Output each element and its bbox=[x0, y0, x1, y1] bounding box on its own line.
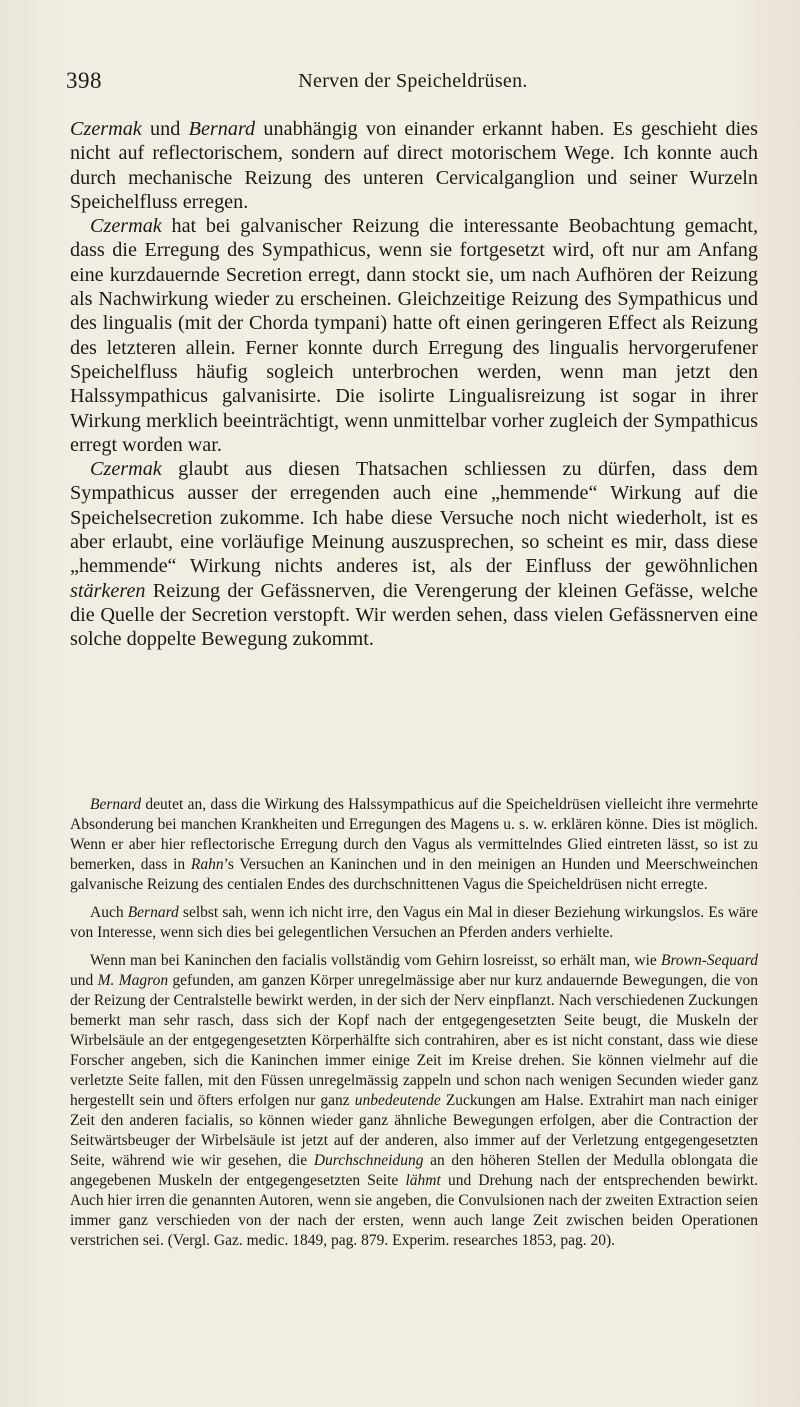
text-run: glaubt aus diesen Thatsachen schliessen zu dürfen, dass dem Sympathicus ausser der erregenden auch eine „hemmende“ Wirkung auf die Speichelsecretion zukomme. Ich habe diese Versuche noch nicht wiederholt, ist es aber erlaubt, eine vorläufige Meinung auszusprechen, so scheint es mir, dass diese „hemmende“ Wirkung nichts anderes ist, als der Einfluss der gewöhnlichen bbox=[70, 458, 758, 578]
italic-run: Czermak bbox=[90, 215, 162, 238]
italic-run: Bernard bbox=[188, 118, 256, 140]
paragraph bbox=[70, 795, 758, 895]
italic-run: Czermak bbox=[90, 458, 162, 481]
italic-run: Czermak bbox=[70, 118, 142, 140]
italic-run: Bernard bbox=[127, 904, 179, 921]
main-text bbox=[70, 117, 758, 652]
text-run: deutet an, dass die Wirkung des Halssympathicus auf die Speicheldrüsen vielleicht ihre vermehrte Absonderung bei manchen Krankheiten und Erregungen des Magens u. s. w. erklären könne. Dies ist möglich. Wenn er aber hier reflectorische Erregung durch den Vagus als vermittelndes Glied eintreten lässt, so ist zu bemerken, dass in bbox=[70, 796, 758, 873]
text-run: selbst sah, wenn ich nicht irre, den Vagus ein Mal in dieser Beziehung wirkungslos. Es wäre von Interesse, wenn sich dies bei gelegentlichen Versuchen an Pferden anders verhielte. bbox=[70, 904, 758, 941]
italic-run: lähmt bbox=[405, 1172, 441, 1189]
paragraph bbox=[70, 117, 758, 214]
paragraph bbox=[70, 903, 758, 943]
text-run: Wenn man bei Kaninchen den facialis vollständig vom Gehirn losreisst, so erhält man, wie bbox=[90, 952, 661, 969]
running-title: Nerven der Speicheldrüsen. bbox=[298, 70, 528, 92]
paragraph bbox=[70, 214, 758, 457]
italic-run: Rahn bbox=[190, 856, 224, 873]
italic-run: M. Magron bbox=[97, 972, 169, 989]
italic-run: Brown-Sequard bbox=[660, 952, 758, 969]
page-header bbox=[66, 68, 760, 98]
small-print-notes bbox=[70, 795, 758, 1251]
paragraph bbox=[70, 457, 758, 651]
page-number: 398 bbox=[66, 68, 102, 93]
text-run: gefunden, am ganzen Körper unregelmässige aber nur kurz andauernde Bewegungen, die von der Reizung der Centralstelle bewirkt werden, in der sich der Nerv einpflanzt. Nach verschiedenen Zuckungen bemerkt man sehr rasch, dass sich der Kopf nach der entgegengesetzten Seite beugt, die Muskeln der Wirbelsäule an der entgegengesetzten Körperhälfte sich contrahiren, aber es ist nicht constant, dass wie diese Forscher angeben, sich die Kaninchen immer einige Zeit im Kreise drehen. Sie können vielmehr auf die verletzte Seite fallen, mit den Füssen unregelmässig zappeln und schon nach wenigen Secunden wieder ganz hergestellt sein und öfters erfolgen nur ganz bbox=[70, 972, 759, 1109]
text-run: und bbox=[141, 118, 189, 140]
text-run: Reizung der Gefässnerven, die Verengerung der kleinen Gefässe, welche die Quelle der Secretion verstopft. Wir werden sehen, dass vielen Gefässnerven eine solche doppelte Bewegung zukommt. bbox=[70, 579, 758, 651]
text-run: hat bei galvanischer Reizung die interessante Beobachtung gemacht, dass die Erregung des Sympathicus, wenn sie fortgesetzt wird, oft nur am Anfang eine kurzdauernde Secretion erregt, dann stockt sie, um nach Aufhören der Reizung als Nachwirkung wieder zu erscheinen. Gleichzeitige Reizung des Sympathicus und des lingualis (mit der Chorda tympani) hatte oft einen geringeren Effect als Reizung des letzteren allein. Ferner konnte durch Erregung des lingualis hervorgerufener Speichelfluss häufig sogleich unterbrochen werden, wenn man jetzt den Halssympathicus galvanisirte. Die isolirte Lingualisreizung ist sogar in ihrer Wirkung merklich beeinträchtigt, wenn unmittelbar vorher zugleich der Sympathicus erregt worden war. bbox=[70, 215, 758, 456]
text-run: Zuckungen am Halse. Extrahirt man nach einiger Zeit den anderen facialis, so können wieder ganz ähnliche Bewegungen erfolgen, aber die Contraction der Seitwärtsbeuger der Wirbelsäule ist jetzt auf der anderen, also immer auf der Verletzung entgegengesetzten Seite, während wie wir gesehen, die bbox=[70, 1092, 758, 1169]
paragraph bbox=[70, 951, 758, 1251]
text-run: an den höheren Stellen der Medulla oblongata die angegebenen Muskeln der entgegengesetzten Seite bbox=[70, 1152, 758, 1189]
text-run: ’s Versuchen an Kaninchen und in den meinigen an Hunden und Meerschweinchen galvanische Reizung des centialen Endes des durchschnittenen Vagus die Speicheldrüsen nicht erregte. bbox=[70, 856, 758, 893]
text-run: und Drehung nach der entsprechenden bewirkt. Auch hier irren die genannten Autoren, wenn sie angeben, die Convulsionen nach der zweiten Extraction seien immer ganz verschieden von der nach der ersten, wenn auch lange Zeit zwischen beiden Operationen verstrichen sei. (Vergl. Gaz. medic. 1849, pag. 879. Experim. researches 1853, pag. 20). bbox=[70, 1172, 759, 1249]
italic-run: Durchschneidung bbox=[313, 1152, 424, 1169]
italic-run: unbedeutende bbox=[354, 1092, 441, 1109]
text-run: unabhängig von einander erkannt haben. Es geschieht dies nicht auf reflectorischem, sondern auf direct motorischem Wege. Ich konnte auch durch mechanische Reizung des unteren Cervicalganglion und seiner Wurzeln Speichelfluss erregen. bbox=[70, 118, 759, 213]
italic-run: stärkeren bbox=[70, 579, 146, 602]
text-run: und bbox=[70, 972, 98, 989]
italic-run: Bernard bbox=[90, 796, 142, 813]
text-run: Auch bbox=[90, 904, 128, 921]
